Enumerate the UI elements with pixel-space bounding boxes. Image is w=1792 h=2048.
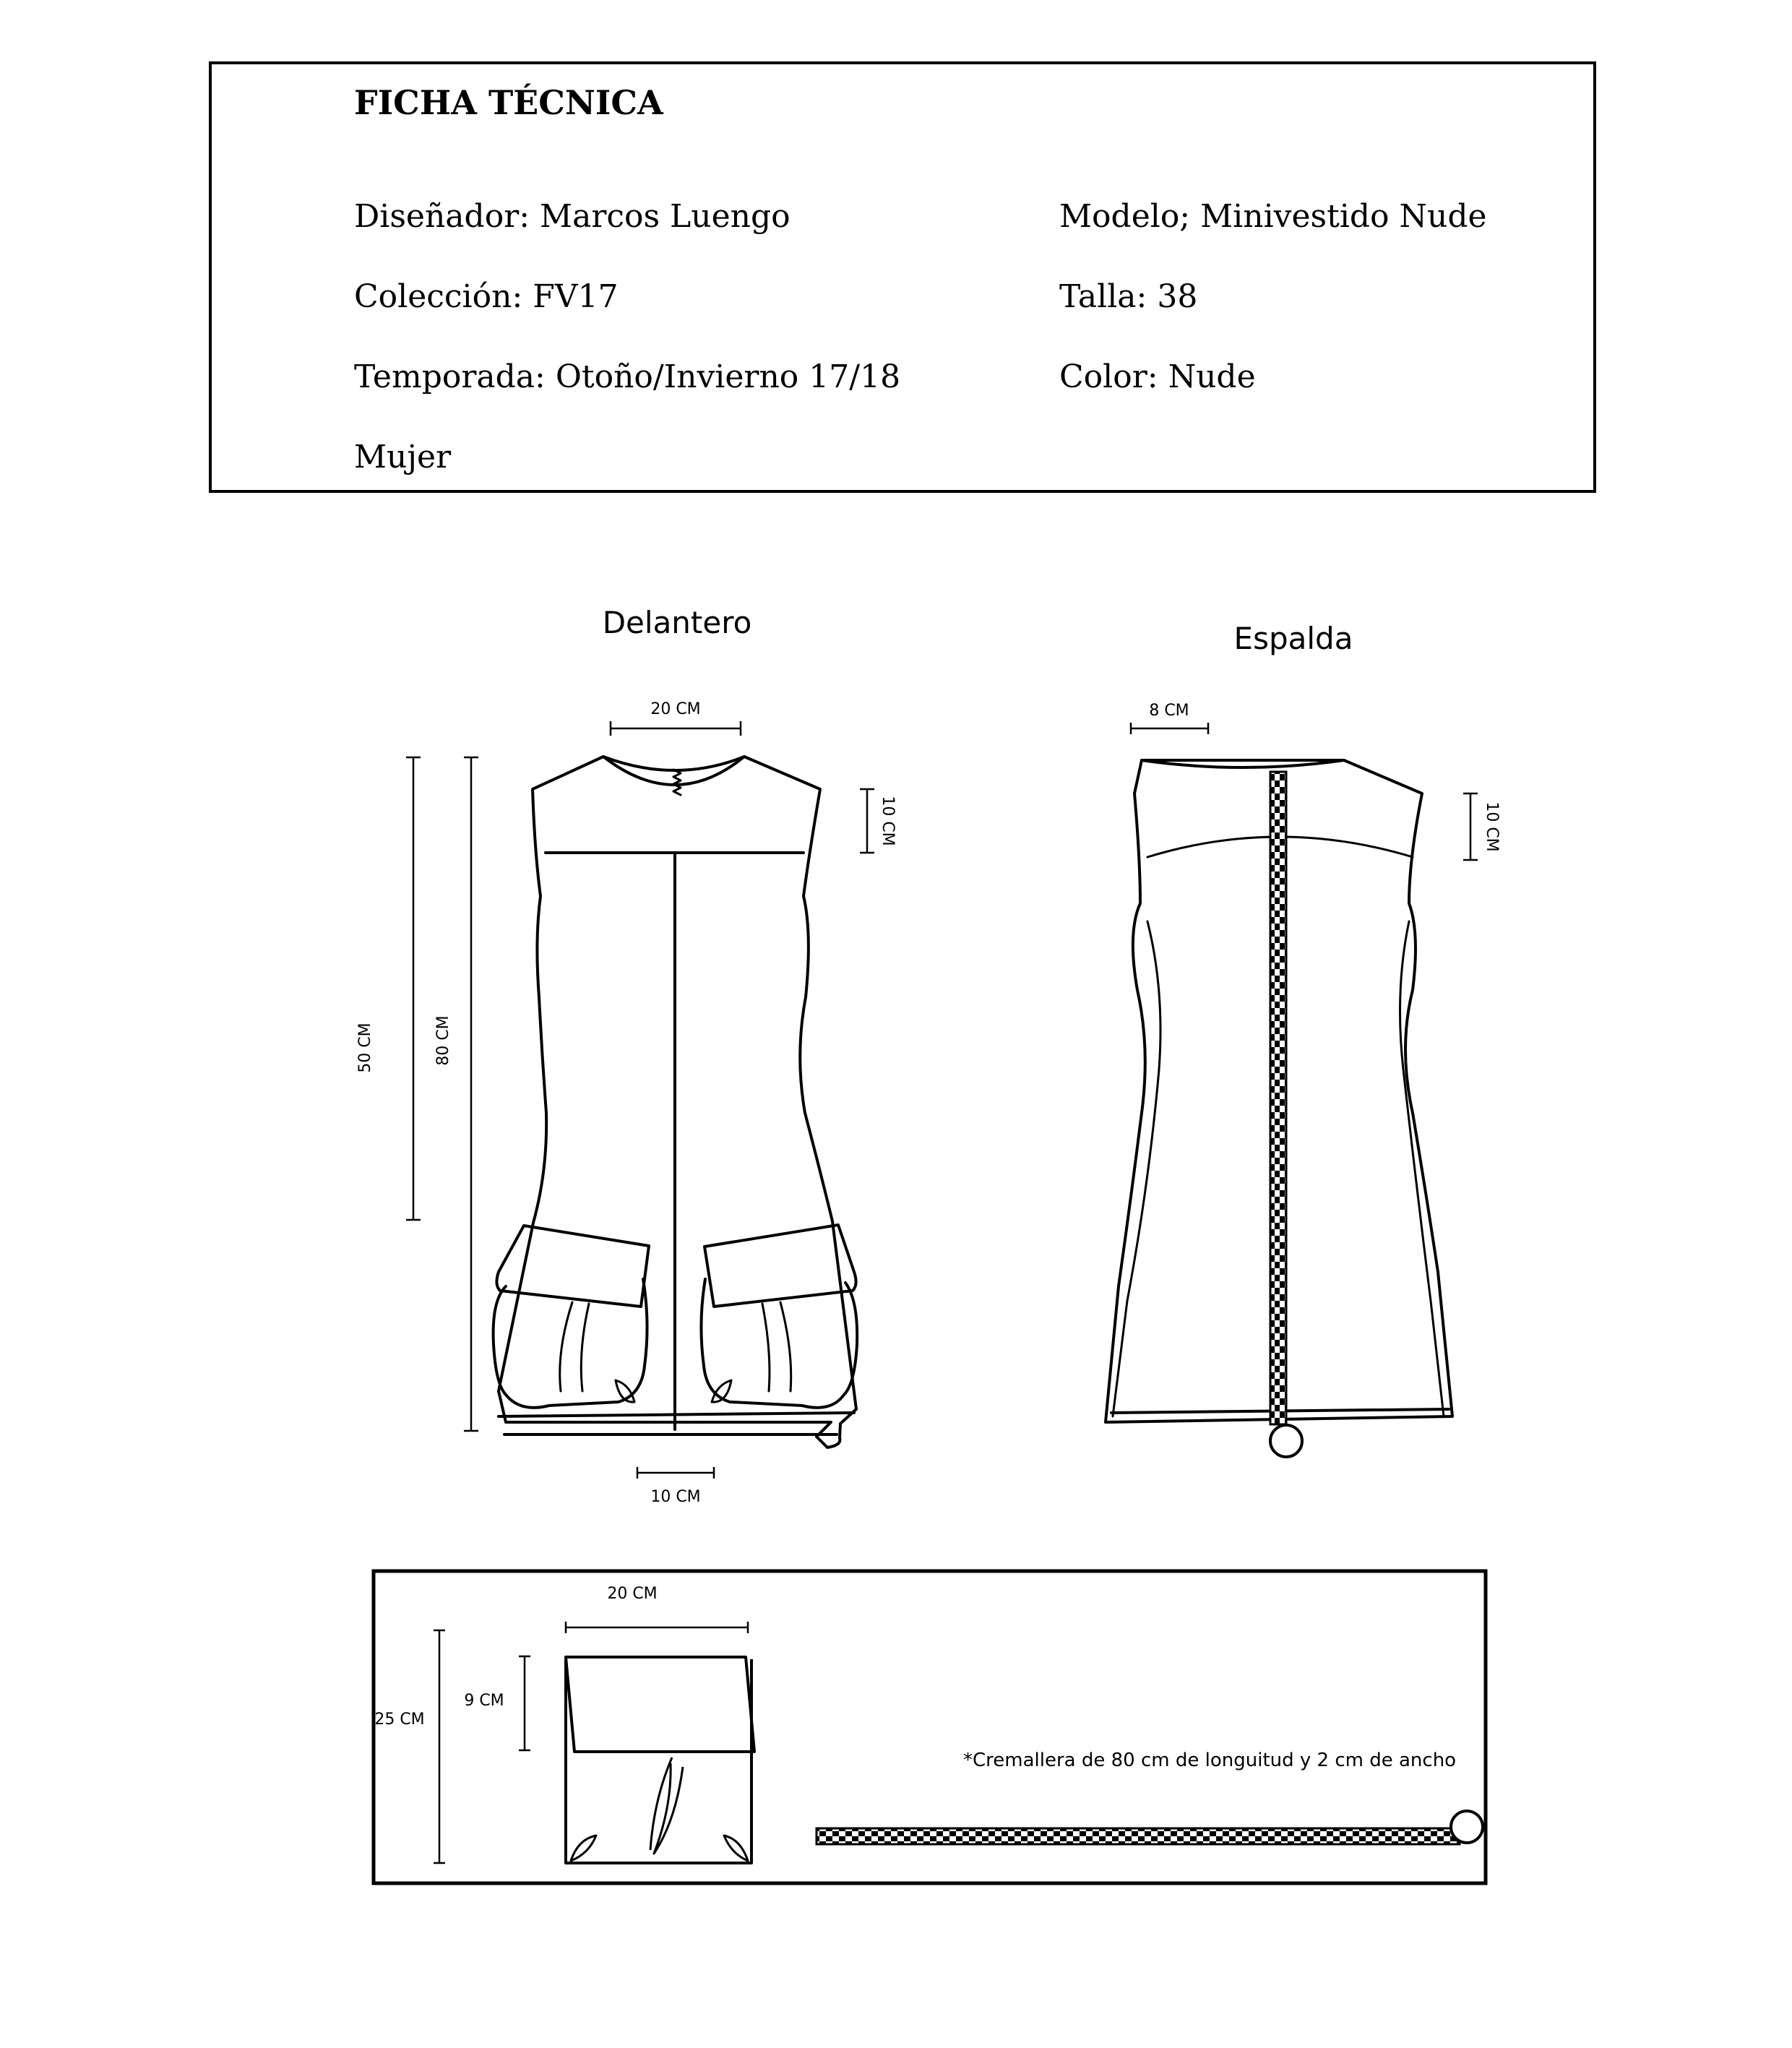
back-view-title: Espalda [1233, 621, 1353, 656]
pocket-left-tab [571, 1836, 596, 1861]
pocket-flap [566, 1657, 754, 1752]
front-dress-outline [499, 757, 856, 1447]
hem-measure: 10 CM [650, 1488, 701, 1506]
length-80-measure-line [464, 757, 478, 1431]
length-80-measure: 80 CM [434, 1015, 452, 1066]
pocket-flap-measure: 9 CM [464, 1692, 504, 1710]
back-zipper-pull [1270, 1425, 1302, 1457]
hem-measure-line [637, 1467, 714, 1479]
back-measure-lines [1131, 723, 1478, 860]
pocket-flap-measure-line [519, 1656, 530, 1750]
back-left-panel-seam [1113, 921, 1160, 1416]
pocket-height-measure-line [434, 1630, 445, 1863]
front-yoke-measure-line [860, 789, 874, 853]
length-50-measure-line [406, 757, 421, 1220]
designer-line: Diseñador: Marcos Luengo [354, 198, 791, 235]
front-neckline [603, 757, 744, 770]
pocket-width-measure-line [566, 1622, 748, 1633]
shoulder-measure: 8 CM [1149, 702, 1189, 720]
shoulder-measure-line [1131, 723, 1208, 734]
length-50-measure: 50 CM [356, 1023, 374, 1073]
model-line: Modelo; Minivestido Nude [1059, 198, 1487, 235]
season-line: Temporada: Otoño/Invierno 17/18 [354, 358, 901, 395]
pocket-detail-drawing [566, 1657, 754, 1863]
front-hem [499, 1413, 854, 1416]
header-box [210, 63, 1595, 491]
neck-measure-line [611, 721, 741, 736]
front-right-pleat [762, 1302, 791, 1391]
pocket-body [566, 1659, 751, 1863]
neck-buttons [673, 770, 681, 795]
pocket-pleat [650, 1757, 683, 1854]
front-view-title: Delantero [602, 605, 752, 640]
front-left-tab [616, 1380, 634, 1402]
color-line: Color: Nude [1059, 358, 1256, 395]
back-yoke-measure: 10 CM [1483, 801, 1501, 852]
front-yoke-measure: 10 CM [879, 796, 897, 846]
neck-measure: 20 CM [650, 700, 701, 718]
pocket-width-measure: 20 CM [607, 1585, 658, 1603]
zipper-note: *Cremallera de 80 cm de longuitud y 2 cm de ancho [963, 1750, 1457, 1771]
front-dress-drawing [494, 757, 858, 1447]
gender-line: Mujer [354, 439, 452, 476]
pocket-right-tab [724, 1836, 748, 1861]
size-line: Talla: 38 [1059, 278, 1198, 315]
sheet-title: FICHA TÉCNICA [354, 83, 663, 122]
pocket-height-measure: 25 CM [374, 1711, 425, 1729]
collection-line: Colección: FV17 [354, 278, 619, 315]
back-zipper [1270, 772, 1286, 1424]
detail-zipper [817, 1828, 1460, 1844]
detail-zipper-pull [1451, 1811, 1483, 1843]
front-left-pleat [560, 1302, 589, 1391]
back-yoke-measure-line [1463, 793, 1478, 860]
